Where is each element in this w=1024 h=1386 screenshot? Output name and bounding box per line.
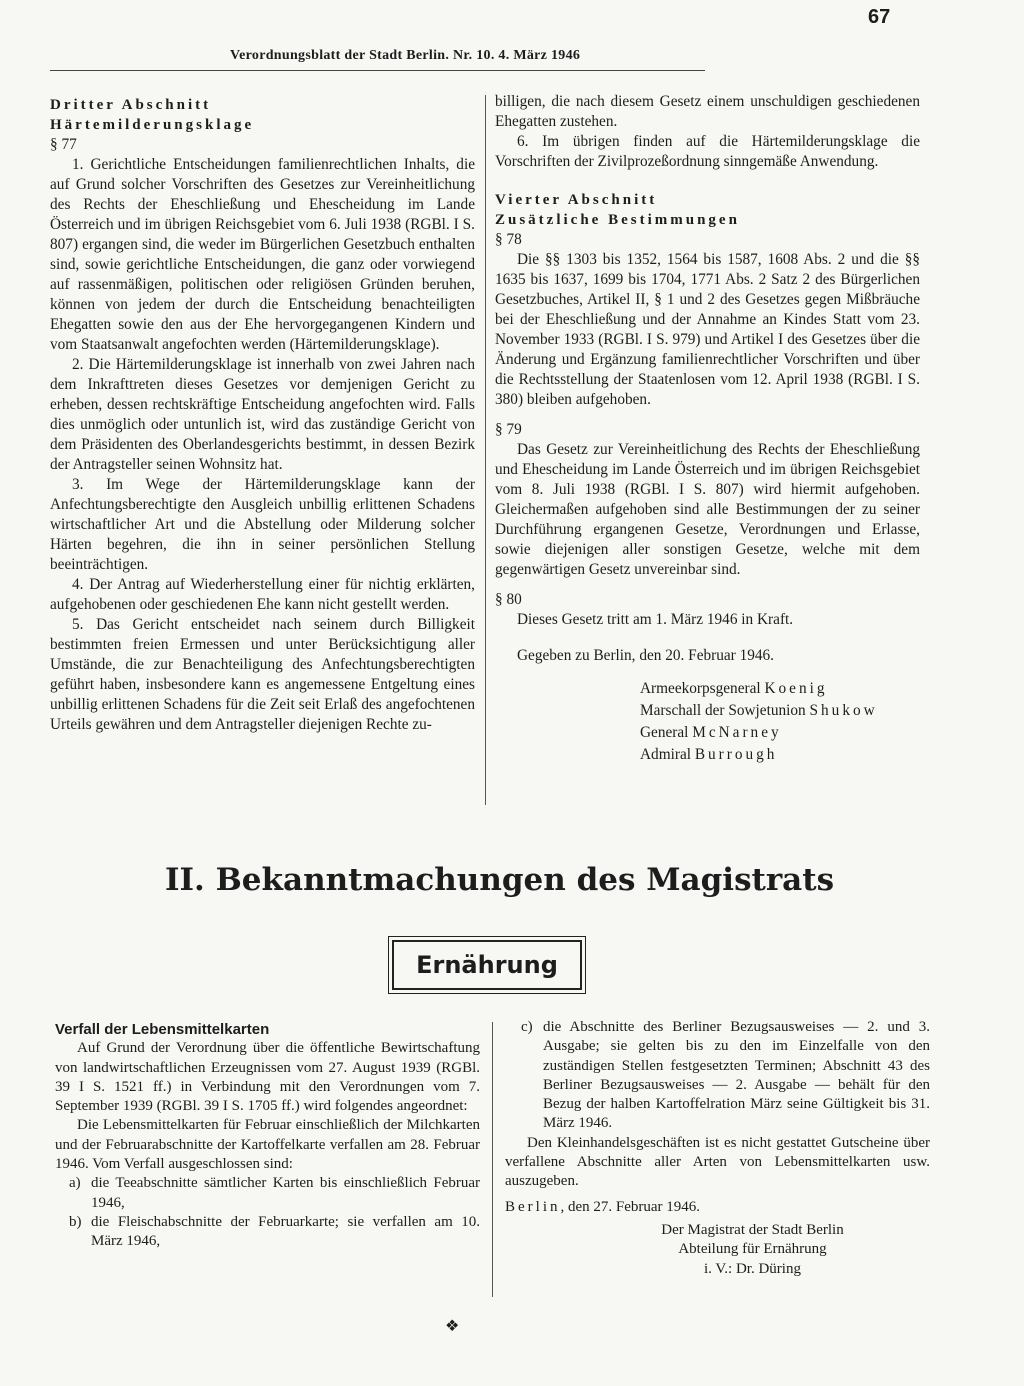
signatory-rank: General bbox=[640, 724, 693, 741]
paragraph-77-5: 5. Das Gericht entscheidet nach seinem durch Billigkeit bestimmten freien Ermessen und unter Berücksichtigung aller Umstände, die zur Benachteiligung des Anfechtungsberechtigten geführt haben, insbesondere kann es angemessene Entgeltung eines unbillig erlittenen Schadens für die Zeit seit Erlaß des angefochtenen Urteils gewähren und dem Antragsteller diejenigen Rechte zu- bbox=[50, 616, 475, 733]
list-item-text: die Teeabschnitte sämtlicher Karten bis einschließlich Februar 1946, bbox=[91, 1175, 480, 1211]
list-item-label: b) bbox=[69, 1213, 82, 1230]
paragraph-77-5-continued: billigen, die nach diesem Gesetz einem unschuldigen geschiedenen Ehegatten zustehen. bbox=[495, 93, 920, 130]
paragraph-77-6: 6. Im übrigen finden auf die Härtemilderungsklage die Vorschriften der Zivilprozeßordnung sinngemäße Anwendung. bbox=[495, 133, 920, 170]
list-item-label: a) bbox=[69, 1175, 81, 1192]
column-divider-lower bbox=[492, 1022, 493, 1297]
signatory-rank: Armeekorpsgeneral bbox=[640, 680, 765, 697]
given-at-line: Gegeben zu Berlin, den 20. Februar 1946. bbox=[517, 647, 774, 664]
list-item bbox=[55, 1213, 480, 1252]
paragraph-80: Dieses Gesetz tritt am 1. März 1946 in Kraft. bbox=[517, 611, 794, 628]
section-title-fourth: Vierter Abschnitt bbox=[495, 192, 658, 208]
notice-paragraph-1: Die Lebensmittelkarten für Februar einschließlich der Milchkarten und der Februarabschnitte der Kartoffelkarte verfallen am 28. Februar 1946. Vom Verfall ausgeschlossen sind: bbox=[55, 1117, 480, 1173]
notice-title: Verfall der Lebensmittelkarten bbox=[55, 1021, 270, 1038]
list-item bbox=[505, 1018, 930, 1134]
notice-signature-line: i. V.: Dr. Düring bbox=[704, 1260, 801, 1277]
right-column bbox=[495, 92, 920, 766]
notice-intro: Auf Grund der Verordnung über die öffentliche Bewirtschaftung von landwirtschaftlichen Erzeugnissen vom 27. August 1939 (RGBl. 39 I S. 1521 ff.) in Verbindung mit den Verordnungen vom 7. September 1939 (RGBl. 39 I S. 1705 ff.) wird folgendes angeordnet: bbox=[55, 1040, 480, 1115]
signatory bbox=[640, 678, 920, 700]
notice-right-column bbox=[505, 1018, 930, 1279]
signatory bbox=[640, 700, 920, 722]
paragraph-77-1: 1. Gerichtliche Entscheidungen familienrechtlichen Inhalts, die auf Grund solcher Vorschriften des Gesetzes zur Vereinheitlichung des Rechts der Eheschließung und Ehescheidung im Lande Österreich und im übrigen Reichsgebiet vom 6. Juli 1938 (RGBl. I S. 807) ergangen sind, die weder im Bürgerlichen Gesetzbuch enthalten sind, sowie gerichtliche Entscheidungen, die ganz oder vorwiegend auf rassenmäßigen, politischen oder religiösen Gründen beruhen, können von jedem der durch die Entscheidung benachteiligten Ehegatten sowie den aus der Ehe hervorgegangenen Kindern und vom Staatsanwalt angefochten werden (Härtemilderungsklage). bbox=[50, 156, 475, 353]
list-item-text: die Abschnitte des Berliner Bezugsausweises — 2. und 3. Ausgabe; sie gelten bis zu den im Einzelfalle von den zuständigen Stellen festgesetzten Terminen; Abschnitt 43 des Berliner Bezugsausweises — 2. Ausgabe — behält für den Bezug der halben Kartoffelration März seine Gültigkeit bis 31. März 1946. bbox=[543, 1019, 930, 1132]
notice-date: , den 27. Februar 1946. bbox=[560, 1198, 701, 1215]
paragraph-mark-80: § 80 bbox=[495, 591, 522, 608]
section-subtitle-fourth: Zusätzliche Bestimmungen bbox=[495, 212, 740, 228]
signatory-name: Koenig bbox=[764, 680, 828, 697]
section-subtitle-third: Härtemilderungsklage bbox=[50, 117, 255, 133]
signatories bbox=[640, 678, 920, 766]
paragraph-mark-79: § 79 bbox=[495, 421, 522, 438]
paragraph-77-2: 2. Die Härtemilderungsklage ist innerhalb von zwei Jahren nach dem Inkrafttreten dieses Gesetzes vor demjenigen Gericht zu erheben, dessen rechtskräftige Entscheidung angefochten wird. Falls dies unmöglich oder untunlich ist, wird das zuständige Gericht von dem Präsidenten des Oberlandesgerichts bestimmt, in dessen Bezirk der Antragsteller seinen Wohnsitz hat. bbox=[50, 356, 475, 473]
notice-left-column bbox=[55, 1020, 480, 1252]
column-divider bbox=[485, 95, 486, 805]
notice-signature bbox=[575, 1221, 930, 1279]
page-number: 67 bbox=[868, 6, 891, 28]
notice-place: Berlin bbox=[505, 1198, 561, 1215]
header-rule bbox=[50, 70, 705, 71]
notice-place-date bbox=[505, 1198, 930, 1217]
paragraph-77-4: 4. Der Antrag auf Wiederherstellung einer für nichtig erklärten, aufgehobenen oder geschiedenen Ehe kann nicht gestellt werden. bbox=[50, 576, 475, 613]
signatory-name: Shukow bbox=[809, 702, 878, 719]
paragraph-mark-77: § 77 bbox=[50, 136, 77, 153]
paragraph-79: Das Gesetz zur Vereinheitlichung des Rechts der Eheschließung und Ehescheidung im Lande Österreich und im übrigen Reichsgebiet vom 8. Juli 1938 (RGBl. I S. 807) wird hiermit aufgehoben. Gleichermaßen aufgehoben sind alle Bestimmungen der zu seiner Durchführung ergangenen Gesetze, Verordnungen und Erlasse, sowie diejenigen aller sonstigen Gesetze, welche mit dem gegenwärtigen Gesetz unvereinbar sind. bbox=[495, 441, 920, 578]
signatory bbox=[640, 744, 920, 766]
notice-signature-line: Der Magistrat der Stadt Berlin bbox=[661, 1221, 844, 1238]
ink-blot-icon: ❖ bbox=[445, 1318, 460, 1335]
notice-paragraph-2: Den Kleinhandelsgeschäften ist es nicht gestattet Gutscheine über verfallene Abschnitte aller Arten von Lebensmittelkarten usw. auszugeben. bbox=[505, 1134, 930, 1190]
section-box-label: Ernährung bbox=[392, 940, 582, 990]
left-column bbox=[50, 95, 475, 735]
section-title-third: Dritter Abschnitt bbox=[50, 97, 212, 113]
paragraph-mark-78: § 78 bbox=[495, 231, 522, 248]
part-heading: II. Bekanntmachungen des Magistrats bbox=[165, 862, 835, 898]
paragraph-78: Die §§ 1303 bis 1352, 1564 bis 1587, 1608 Abs. 2 und die §§ 1635 bis 1637, 1699 bis 1704, 1771 Abs. 2 Satz 2 des Bürgerlichen Gesetzbuches, Artikel II, § 1 und 2 des Gesetzes gegen Mißbräuche bei der Eheschließung und der Annahme an Kindes Statt vom 23. November 1933 (RGBl. I S. 979) und Artikel I des Gesetzes über die Änderung und Ergänzung familienrechtlicher Vorschriften und über die Rechtsstellung der Staatenlosen vom 12. April 1938 (RGBl. I S. 380) bleiben aufgehoben. bbox=[495, 251, 920, 408]
signatory-rank: Admiral bbox=[640, 746, 695, 763]
list-item-text: die Fleischabschnitte der Februarkarte; sie verfallen am 10. März 1946, bbox=[91, 1213, 480, 1250]
notice-signature-line: Abteilung für Ernährung bbox=[678, 1241, 827, 1258]
signatory bbox=[640, 722, 920, 744]
paragraph-77-3: 3. Im Wege der Härtemilderungsklage kann der Anfechtungsberechtigte den Ausgleich unbillig erlittenen Schadens wirtschaftlicher Art und die Abstellung oder Milderung solcher Härten begehren, die ihn in seiner persönlichen Stellung beeinträchtigen. bbox=[50, 476, 475, 573]
signatory-name: McNarney bbox=[692, 724, 782, 741]
signatory-rank: Marschall der Sowjetunion bbox=[640, 702, 810, 719]
list-item bbox=[55, 1174, 480, 1213]
list-item-label: c) bbox=[521, 1019, 533, 1035]
running-head: Verordnungsblatt der Stadt Berlin. Nr. 10. 4. März 1946 bbox=[230, 48, 581, 63]
signatory-name: Burrough bbox=[694, 746, 778, 763]
